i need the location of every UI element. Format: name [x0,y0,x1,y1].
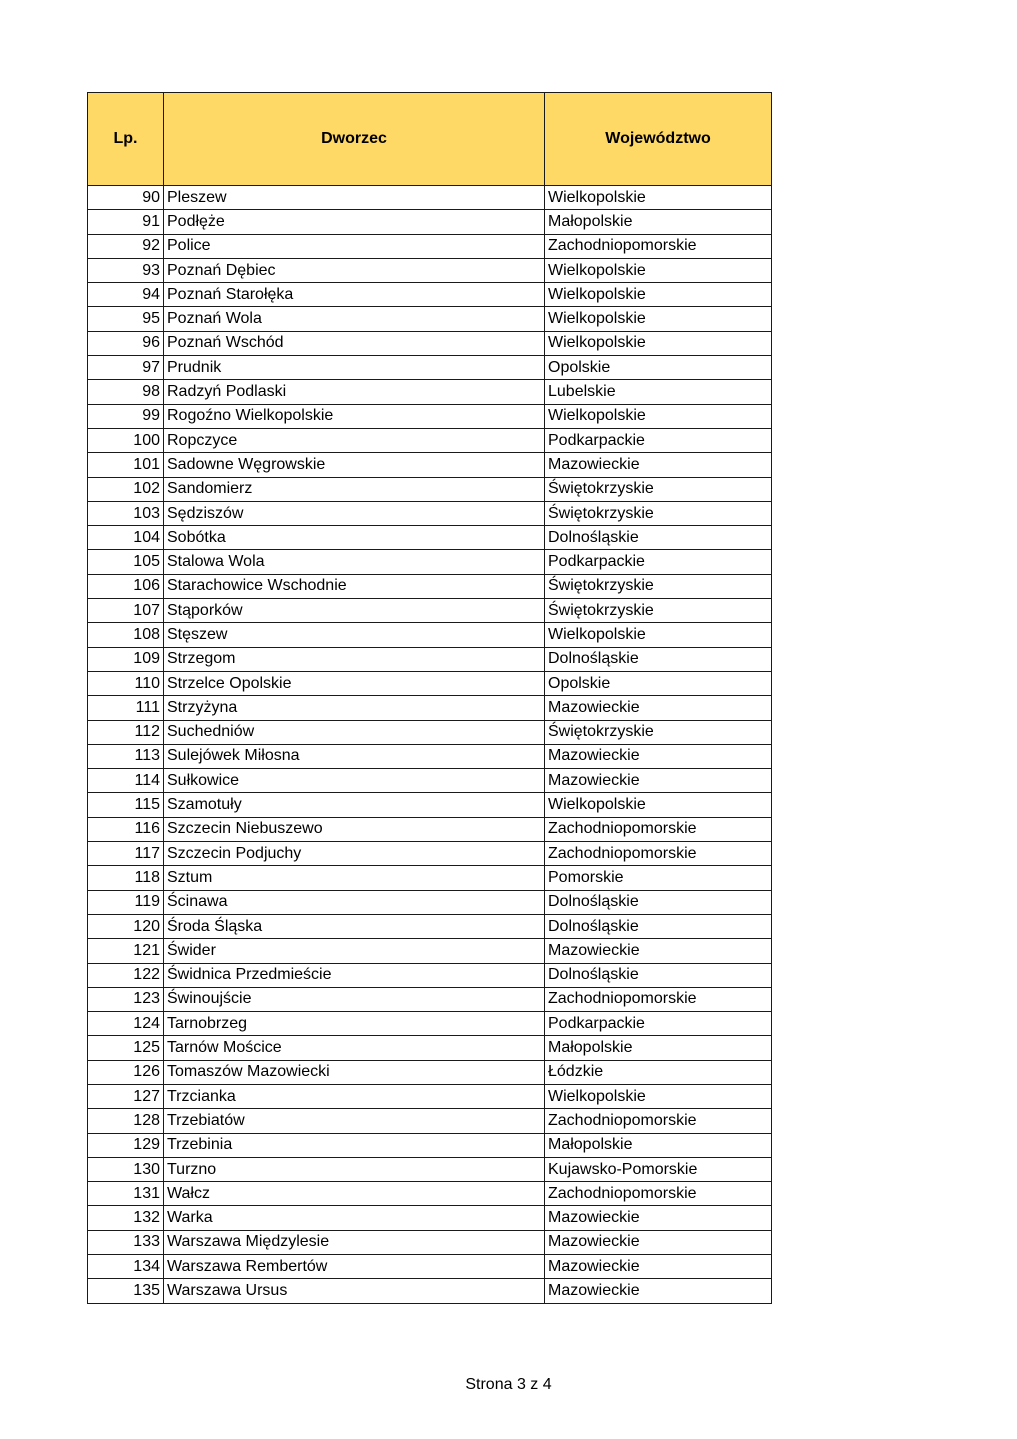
voivodeship: Świętokrzyskie [545,574,772,598]
row-number: 111 [88,696,164,720]
table-row [88,720,772,744]
row-number: 105 [88,550,164,574]
voivodeship: Zachodniopomorskie [545,817,772,841]
row-number: 131 [88,1182,164,1206]
station-name: Warszawa Rembertów [164,1255,545,1279]
table-row [88,526,772,550]
row-number: 91 [88,210,164,234]
header-lp: Lp. [88,93,164,186]
voivodeship: Zachodniopomorskie [545,987,772,1011]
row-number: 115 [88,793,164,817]
station-name: Szczecin Niebuszewo [164,817,545,841]
header-wojewodztwo: Województwo [545,93,772,186]
station-name: Świnoujście [164,987,545,1011]
table-row [88,453,772,477]
row-number: 104 [88,526,164,550]
row-number: 100 [88,428,164,452]
row-number: 97 [88,356,164,380]
table-row [88,1182,772,1206]
voivodeship: Mazowieckie [545,1206,772,1230]
row-number: 134 [88,1255,164,1279]
station-name: Sztum [164,866,545,890]
station-name: Tarnobrzeg [164,1012,545,1036]
voivodeship: Zachodniopomorskie [545,842,772,866]
row-number: 95 [88,307,164,331]
row-number: 120 [88,914,164,938]
voivodeship: Małopolskie [545,1036,772,1060]
row-number: 92 [88,234,164,258]
station-name: Trzebiatów [164,1109,545,1133]
voivodeship: Opolskie [545,671,772,695]
station-name: Świdnica Przedmieście [164,963,545,987]
station-name: Sobótka [164,526,545,550]
station-name: Sulejówek Miłosna [164,744,545,768]
header-row [88,93,772,186]
voivodeship: Mazowieckie [545,939,772,963]
voivodeship: Dolnośląskie [545,526,772,550]
station-name: Szamotuły [164,793,545,817]
header-dworzec: Dworzec [164,93,545,186]
station-name: Sadowne Węgrowskie [164,453,545,477]
table-row [88,647,772,671]
station-name: Wałcz [164,1182,545,1206]
voivodeship: Świętokrzyskie [545,477,772,501]
station-name: Strzyżyna [164,696,545,720]
voivodeship: Małopolskie [545,1133,772,1157]
station-name: Trzebinia [164,1133,545,1157]
row-number: 127 [88,1084,164,1108]
table-row [88,599,772,623]
voivodeship: Wielkopolskie [545,1084,772,1108]
table-row [88,890,772,914]
row-number: 108 [88,623,164,647]
voivodeship: Łódzkie [545,1060,772,1084]
station-name: Ścinawa [164,890,545,914]
station-name: Stęszew [164,623,545,647]
row-number: 132 [88,1206,164,1230]
station-name: Poznań Starołęka [164,283,545,307]
row-number: 90 [88,186,164,210]
row-number: 129 [88,1133,164,1157]
station-name: Stąporków [164,599,545,623]
table-row [88,574,772,598]
voivodeship: Dolnośląskie [545,963,772,987]
table-row [88,1060,772,1084]
station-name: Ropczyce [164,428,545,452]
row-number: 98 [88,380,164,404]
row-number: 113 [88,744,164,768]
voivodeship: Wielkopolskie [545,258,772,282]
station-name: Sandomierz [164,477,545,501]
table-row [88,987,772,1011]
table-row [88,1279,772,1303]
row-number: 117 [88,842,164,866]
row-number: 135 [88,1279,164,1303]
row-number: 94 [88,283,164,307]
voivodeship: Opolskie [545,356,772,380]
row-number: 122 [88,963,164,987]
voivodeship: Wielkopolskie [545,793,772,817]
voivodeship: Świętokrzyskie [545,599,772,623]
station-name: Pleszew [164,186,545,210]
voivodeship: Świętokrzyskie [545,720,772,744]
voivodeship: Dolnośląskie [545,914,772,938]
table-row [88,963,772,987]
station-name: Szczecin Podjuchy [164,842,545,866]
table-row [88,404,772,428]
table-row [88,1012,772,1036]
page-number: Strona 3 z 4 [465,1376,552,1393]
station-name: Warka [164,1206,545,1230]
row-number: 106 [88,574,164,598]
row-number: 128 [88,1109,164,1133]
voivodeship: Mazowieckie [545,696,772,720]
row-number: 121 [88,939,164,963]
station-name: Turzno [164,1157,545,1181]
station-name: Warszawa Międzylesie [164,1230,545,1254]
table-row [88,817,772,841]
row-number: 119 [88,890,164,914]
table-row [88,671,772,695]
table-row [88,1157,772,1181]
station-name: Suchedniów [164,720,545,744]
table-row [88,1230,772,1254]
stations-table [87,92,772,1304]
row-number: 125 [88,1036,164,1060]
row-number: 130 [88,1157,164,1181]
station-name: Sędziszów [164,501,545,525]
station-name: Poznań Wola [164,307,545,331]
row-number: 96 [88,331,164,355]
row-number: 107 [88,599,164,623]
table-row [88,210,772,234]
row-number: 110 [88,671,164,695]
row-number: 133 [88,1230,164,1254]
table-row [88,1084,772,1108]
voivodeship: Zachodniopomorskie [545,234,772,258]
station-name: Podłęże [164,210,545,234]
voivodeship: Mazowieckie [545,1279,772,1303]
row-number: 114 [88,769,164,793]
station-name: Poznań Dębiec [164,258,545,282]
table-row [88,1036,772,1060]
row-number: 93 [88,258,164,282]
table-row [88,380,772,404]
station-name: Warszawa Ursus [164,1279,545,1303]
station-name: Rogoźno Wielkopolskie [164,404,545,428]
table-row [88,428,772,452]
table-row [88,939,772,963]
voivodeship: Dolnośląskie [545,890,772,914]
station-name: Trzcianka [164,1084,545,1108]
station-name: Tomaszów Mazowiecki [164,1060,545,1084]
voivodeship: Mazowieckie [545,744,772,768]
station-name: Police [164,234,545,258]
table-row [88,914,772,938]
row-number: 123 [88,987,164,1011]
row-number: 112 [88,720,164,744]
row-number: 118 [88,866,164,890]
table-row [88,696,772,720]
table-row [88,258,772,282]
table-row [88,623,772,647]
voivodeship: Mazowieckie [545,769,772,793]
voivodeship: Wielkopolskie [545,404,772,428]
table-row [88,1133,772,1157]
voivodeship: Kujawsko-Pomorskie [545,1157,772,1181]
voivodeship: Wielkopolskie [545,331,772,355]
voivodeship: Podkarpackie [545,428,772,452]
voivodeship: Zachodniopomorskie [545,1109,772,1133]
station-name: Sułkowice [164,769,545,793]
station-name: Starachowice Wschodnie [164,574,545,598]
voivodeship: Wielkopolskie [545,283,772,307]
station-name: Prudnik [164,356,545,380]
row-number: 99 [88,404,164,428]
row-number: 126 [88,1060,164,1084]
voivodeship: Podkarpackie [545,550,772,574]
station-name: Poznań Wschód [164,331,545,355]
row-number: 109 [88,647,164,671]
table-row [88,842,772,866]
table-row [88,550,772,574]
row-number: 116 [88,817,164,841]
voivodeship: Mazowieckie [545,1230,772,1254]
table-row [88,866,772,890]
station-name: Świder [164,939,545,963]
voivodeship: Świętokrzyskie [545,501,772,525]
station-name: Strzelce Opolskie [164,671,545,695]
row-number: 103 [88,501,164,525]
voivodeship: Mazowieckie [545,1255,772,1279]
station-name: Tarnów Mościce [164,1036,545,1060]
voivodeship: Dolnośląskie [545,647,772,671]
station-name: Strzegom [164,647,545,671]
table-row [88,331,772,355]
row-number: 102 [88,477,164,501]
table-row [88,1109,772,1133]
voivodeship: Mazowieckie [545,453,772,477]
row-number: 101 [88,453,164,477]
table-row [88,234,772,258]
voivodeship: Wielkopolskie [545,186,772,210]
table-row [88,1255,772,1279]
table-row [88,744,772,768]
table-row [88,307,772,331]
voivodeship: Wielkopolskie [545,623,772,647]
voivodeship: Małopolskie [545,210,772,234]
voivodeship: Wielkopolskie [545,307,772,331]
table-row [88,501,772,525]
table-row [88,356,772,380]
table-row [88,283,772,307]
table-row [88,477,772,501]
station-name: Radzyń Podlaski [164,380,545,404]
table-row [88,186,772,210]
voivodeship: Podkarpackie [545,1012,772,1036]
table-row [88,1206,772,1230]
table-row [88,793,772,817]
table-body [88,186,772,1304]
station-name: Środa Śląska [164,914,545,938]
station-name: Stalowa Wola [164,550,545,574]
voivodeship: Lubelskie [545,380,772,404]
voivodeship: Pomorskie [545,866,772,890]
row-number: 124 [88,1012,164,1036]
table-row [88,769,772,793]
voivodeship: Zachodniopomorskie [545,1182,772,1206]
